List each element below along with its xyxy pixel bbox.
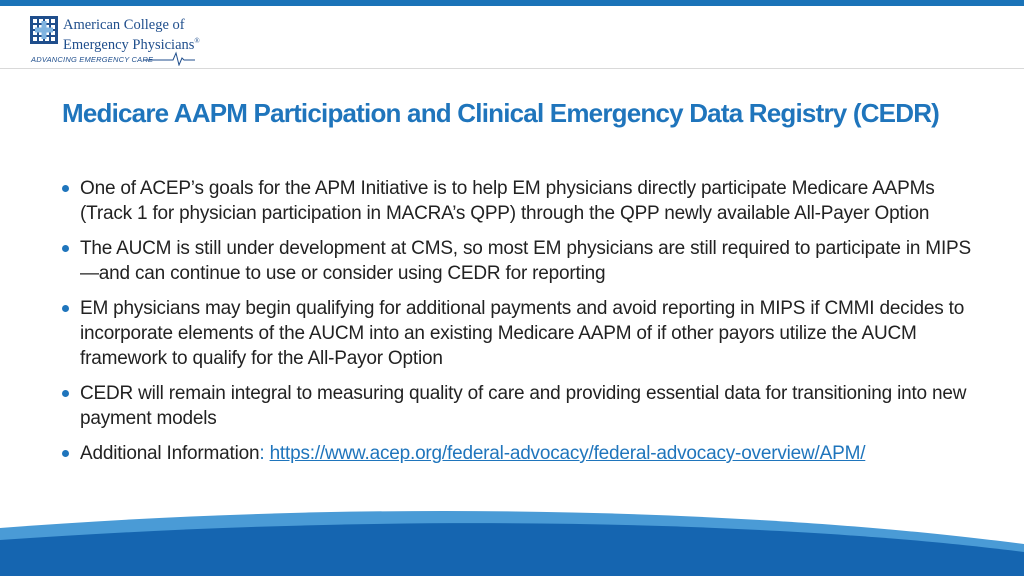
bullet-text: EM physicians may begin qualifying for additional payments and avoid reporting in MIPS if CMMI decides to incorporate elements of the AUCM into an existing Medicare AAPM of if other payors utilize the AUCM framework to qualify for the All-Payor Option — [80, 298, 965, 369]
bullet-item — [62, 381, 982, 431]
org-name-line2: Emergency Physicians — [63, 36, 195, 53]
bullet-text: The AUCM is still under development at CMS, so most EM physicians are still required to participate in MIPS—and can continue to use or consider using CEDR for reporting — [80, 238, 971, 284]
bullet-icon — [62, 245, 69, 252]
slide-title: Medicare AAPM Participation and Clinical Emergency Data Registry (CEDR) — [62, 98, 940, 128]
bullet-item — [62, 176, 982, 226]
bullet-list — [62, 176, 982, 476]
bullet-item — [62, 296, 982, 371]
header-divider — [0, 68, 1024, 69]
bullet-icon — [62, 305, 69, 312]
bullet-icon — [62, 450, 69, 457]
org-name-line1: American College of — [63, 17, 185, 33]
bullet-icon — [62, 185, 69, 192]
bullet-text: One of ACEP’s goals for the APM Initiative is to help EM physicians directly participate Medicare AAPMs (Track 1 for physician participation in MACRA’s QPP) through the QPP newly available All-Payer Option — [80, 178, 935, 224]
additional-info-colon: : — [259, 443, 265, 464]
apm-overview-link[interactable]: https://www.acep.org/federal-advocacy/federal-advocacy-overview/APM/ — [269, 443, 866, 464]
tagline: ADVANCING EMERGENCY CARE — [31, 55, 154, 64]
slide-header — [0, 6, 1024, 68]
additional-info-label: Additional Information — [80, 443, 260, 464]
ekg-line-icon — [143, 50, 195, 66]
bullet-text: CEDR will remain integral to measuring quality of care and providing essential data for transitioning into new payment models — [80, 383, 967, 429]
bullet-icon — [62, 390, 69, 397]
organization-name — [63, 17, 213, 53]
footer-wave — [0, 500, 1024, 576]
registered-mark: ® — [194, 37, 200, 45]
bullet-item-additional-info — [62, 441, 982, 466]
bullet-item — [62, 236, 982, 286]
acep-logo-icon — [30, 16, 58, 44]
